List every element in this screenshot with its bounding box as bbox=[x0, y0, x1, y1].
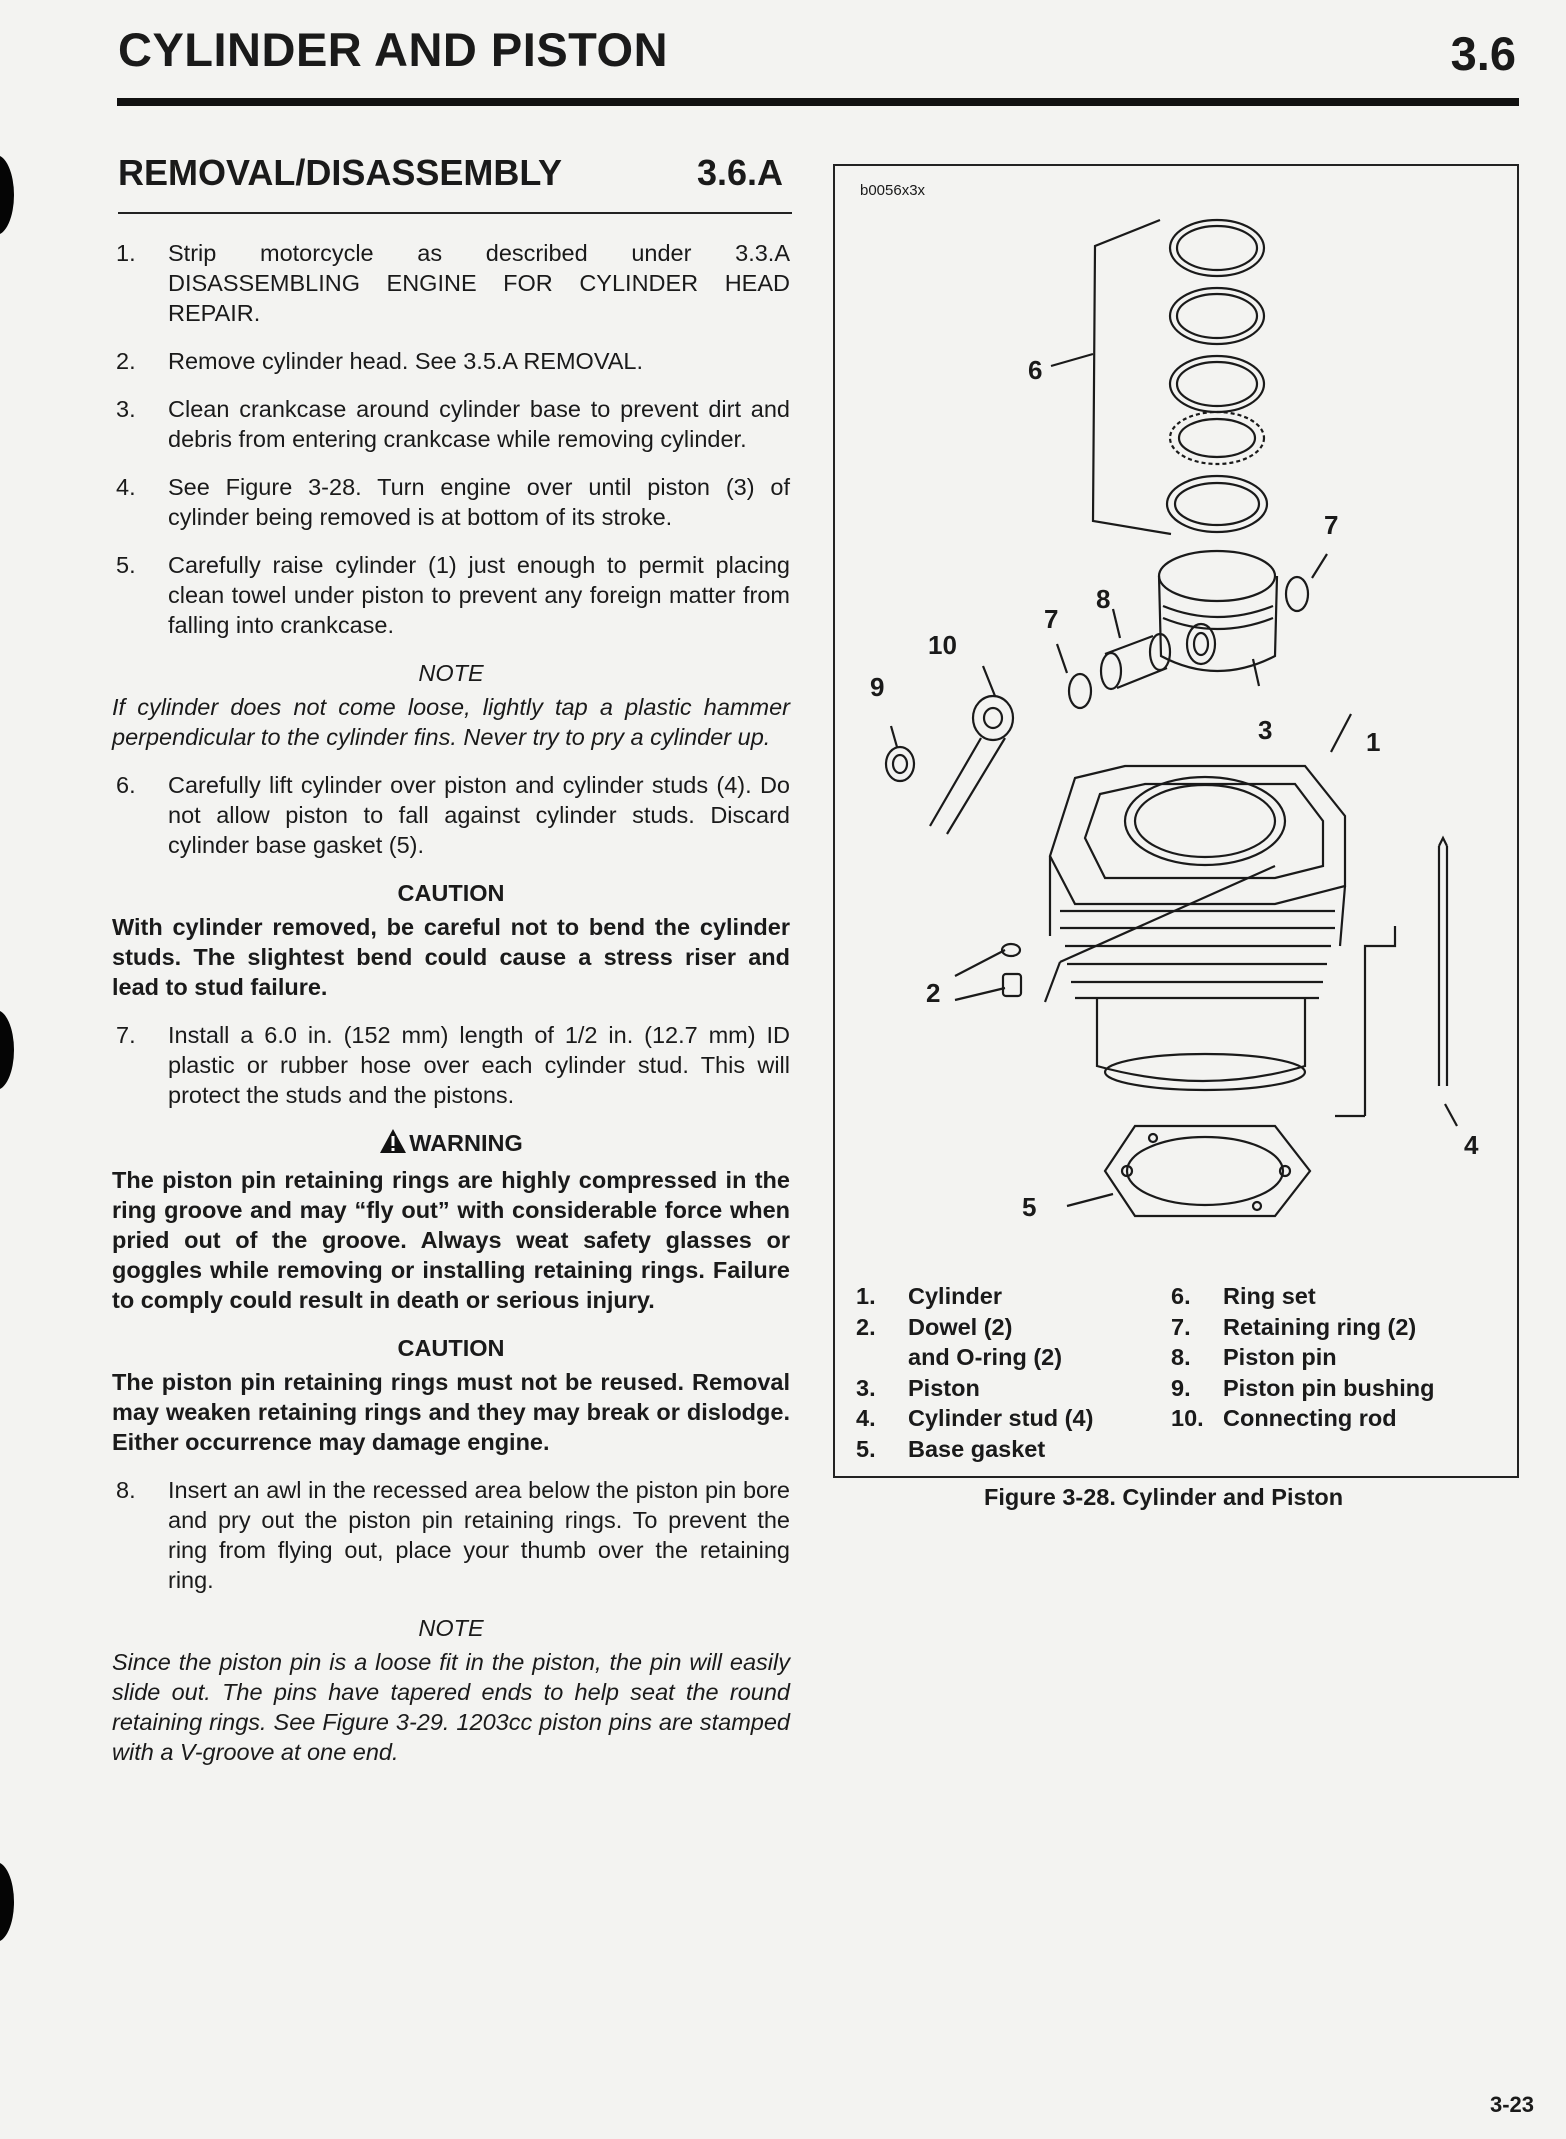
legend-item bbox=[856, 1434, 1093, 1465]
subsection-title: REMOVAL/DISASSEMBLY bbox=[118, 152, 563, 193]
caution-text: The piston pin retaining rings must not be reused. Removal may weaken retaining rings and they may break or dislodge. Either occurrence may damage engine. bbox=[112, 1369, 790, 1455]
legend-label: Dowel (2) bbox=[908, 1313, 1013, 1340]
exploded-diagram bbox=[835, 166, 1513, 1256]
subsection-rule bbox=[118, 212, 792, 214]
page-title: CYLINDER AND PISTON bbox=[118, 23, 669, 76]
step-text: Install a 6.0 in. (152 mm) length of 1/2 in. (12.7 mm) ID plastic or rubber hose over each cylinder stud. This will protect the studs and the pistons. bbox=[168, 1022, 790, 1108]
binder-hole bbox=[0, 155, 14, 235]
caution-text: With cylinder removed, be careful not to bend the cylinder studs. The slightest bend could cause a stress riser and lead to stud failure. bbox=[112, 914, 790, 1000]
legend-number: 3. bbox=[856, 1374, 876, 1401]
step-text: Strip motorcycle as described under 3.3.A DISASSEMBLING ENGINE FOR CYLINDER HEAD REPAIR. bbox=[168, 240, 790, 326]
step-number: 2. bbox=[116, 348, 136, 374]
legend-item bbox=[1171, 1342, 1434, 1373]
legend-item bbox=[1171, 1403, 1434, 1434]
note-text: Since the piston pin is a loose fit in the piston, the pin will easily slide out. The pins have tapered ends to help seat the round retaining rings. See Figure 3-29. 1203cc piston pins are stamped with a V-groove at one end. bbox=[112, 1649, 790, 1765]
legend-label: Piston pin bbox=[1223, 1344, 1337, 1370]
figure-legend-right bbox=[1171, 1281, 1434, 1434]
legend-item bbox=[1171, 1312, 1434, 1343]
figure-caption: Figure 3-28. Cylinder and Piston bbox=[984, 1484, 1344, 1510]
step-item bbox=[112, 1020, 790, 1110]
legend-label: Base gasket bbox=[908, 1435, 1046, 1462]
legend-label: Piston bbox=[908, 1374, 980, 1401]
legend-label: and O-ring (2) bbox=[908, 1344, 1063, 1370]
binder-hole bbox=[0, 1862, 14, 1942]
step-text: Clean crankcase around cylinder base to prevent dirt and debris from entering crankcase while removing cylinder. bbox=[168, 396, 790, 452]
cylinder-drawing bbox=[1050, 766, 1345, 1090]
note-heading: NOTE bbox=[418, 660, 484, 686]
step-text: Carefully raise cylinder (1) just enough to permit placing clean towel under piston to prevent any foreign matter from falling into crankcase. bbox=[168, 552, 790, 638]
callout-8: 8 bbox=[1096, 584, 1111, 614]
callout-5: 5 bbox=[1022, 1192, 1037, 1222]
piston-drawing bbox=[1159, 551, 1277, 671]
step-number: 5. bbox=[116, 552, 136, 578]
caution-heading: CAUTION bbox=[397, 880, 505, 906]
legend-item bbox=[856, 1312, 1093, 1343]
connecting-rod-drawing bbox=[886, 696, 1013, 834]
step-item bbox=[112, 472, 790, 532]
figure-legend-left bbox=[856, 1281, 1093, 1464]
step-number: 3. bbox=[116, 396, 136, 422]
warning-heading bbox=[112, 1128, 790, 1161]
step-number: 1. bbox=[116, 240, 136, 266]
legend-number: 10. bbox=[1171, 1405, 1204, 1431]
step-text: See Figure 3-28. Turn engine over until piston (3) of cylinder being removed is at bottom of its stroke. bbox=[168, 474, 790, 530]
legend-label: Retaining ring (2) bbox=[1223, 1313, 1417, 1340]
warning-triangle-icon bbox=[379, 1128, 407, 1161]
step-item bbox=[112, 238, 790, 328]
step-item bbox=[112, 346, 790, 376]
step-item bbox=[112, 1475, 790, 1595]
caution-heading: CAUTION bbox=[397, 1335, 505, 1361]
legend-item bbox=[1171, 1281, 1434, 1312]
note-heading: NOTE bbox=[418, 1615, 484, 1641]
section-number: 3.6 bbox=[1450, 27, 1516, 80]
header-rule bbox=[117, 98, 1519, 106]
warning-label: WARNING bbox=[409, 1130, 523, 1156]
binder-hole bbox=[0, 1010, 14, 1090]
legend-number: 5. bbox=[856, 1435, 876, 1462]
callout-9: 9 bbox=[870, 672, 885, 702]
step-number: 7. bbox=[116, 1022, 136, 1048]
step-number: 8. bbox=[116, 1477, 136, 1503]
legend-number: 4. bbox=[856, 1405, 876, 1431]
legend-number: 9. bbox=[1171, 1374, 1191, 1401]
warning-text: The piston pin retaining rings are highly compressed in the ring groove and may “fly out” with considerable force when pried out of the groove. Always weat safety glasses or goggles while removing or installing retaining rings. Failure to comply could result in death or serious injury. bbox=[112, 1167, 790, 1313]
step-item bbox=[112, 770, 790, 860]
callout-4: 4 bbox=[1464, 1130, 1479, 1160]
legend-item bbox=[1171, 1373, 1434, 1404]
ring-set-drawing bbox=[1167, 220, 1267, 532]
step-item bbox=[112, 394, 790, 454]
callout-10: 10 bbox=[928, 630, 957, 660]
legend-label: Connecting rod bbox=[1223, 1405, 1397, 1431]
legend-number: 1. bbox=[856, 1283, 876, 1309]
cylinder-stud-drawing bbox=[1439, 838, 1447, 1086]
callout-7: 7 bbox=[1044, 604, 1059, 634]
callout-1: 1 bbox=[1366, 727, 1381, 757]
legend-label: Piston pin bushing bbox=[1223, 1374, 1435, 1401]
procedure-column bbox=[112, 238, 790, 1785]
step-number: 4. bbox=[116, 474, 136, 500]
page-number: 3-23 bbox=[1489, 2092, 1534, 2117]
figure-code: b0056x3x bbox=[860, 182, 926, 199]
step-text: Remove cylinder head. See 3.5.A REMOVAL. bbox=[168, 348, 644, 374]
legend-number: 2. bbox=[856, 1313, 876, 1340]
legend-number: 7. bbox=[1171, 1313, 1191, 1340]
step-item bbox=[112, 550, 790, 640]
step-text: Carefully lift cylinder over piston and cylinder studs (4). Do not allow piston to fall against cylinder studs. Discard cylinder base gasket (5). bbox=[168, 772, 790, 858]
legend-label: Ring set bbox=[1223, 1283, 1316, 1309]
note-text: If cylinder does not come loose, lightly tap a plastic hammer perpendicular to the cylinder fins. Never try to pry a cylinder up. bbox=[112, 694, 790, 750]
legend-item bbox=[856, 1373, 1093, 1404]
callout-3: 3 bbox=[1258, 715, 1273, 745]
legend-label: Cylinder stud (4) bbox=[908, 1405, 1094, 1431]
step-number: 6. bbox=[116, 772, 136, 798]
legend-item bbox=[856, 1403, 1093, 1434]
subsection-number: 3.6.A bbox=[697, 152, 784, 193]
step-text: Insert an awl in the recessed area below the piston pin bore and pry out the piston pin retaining rings. To prevent the ring from flying out, place your thumb over the retaining ring. bbox=[168, 1477, 790, 1593]
legend-item bbox=[856, 1281, 1093, 1312]
base-gasket-drawing bbox=[1105, 1126, 1310, 1216]
callout-7: 7 bbox=[1324, 510, 1339, 540]
callout-2: 2 bbox=[926, 978, 941, 1008]
legend-number bbox=[856, 1342, 908, 1373]
legend-label: Cylinder bbox=[908, 1283, 1003, 1309]
legend-number: 8. bbox=[1171, 1344, 1191, 1370]
legend-item bbox=[856, 1342, 1093, 1373]
callout-6: 6 bbox=[1028, 355, 1043, 385]
legend-number: 6. bbox=[1171, 1283, 1191, 1309]
